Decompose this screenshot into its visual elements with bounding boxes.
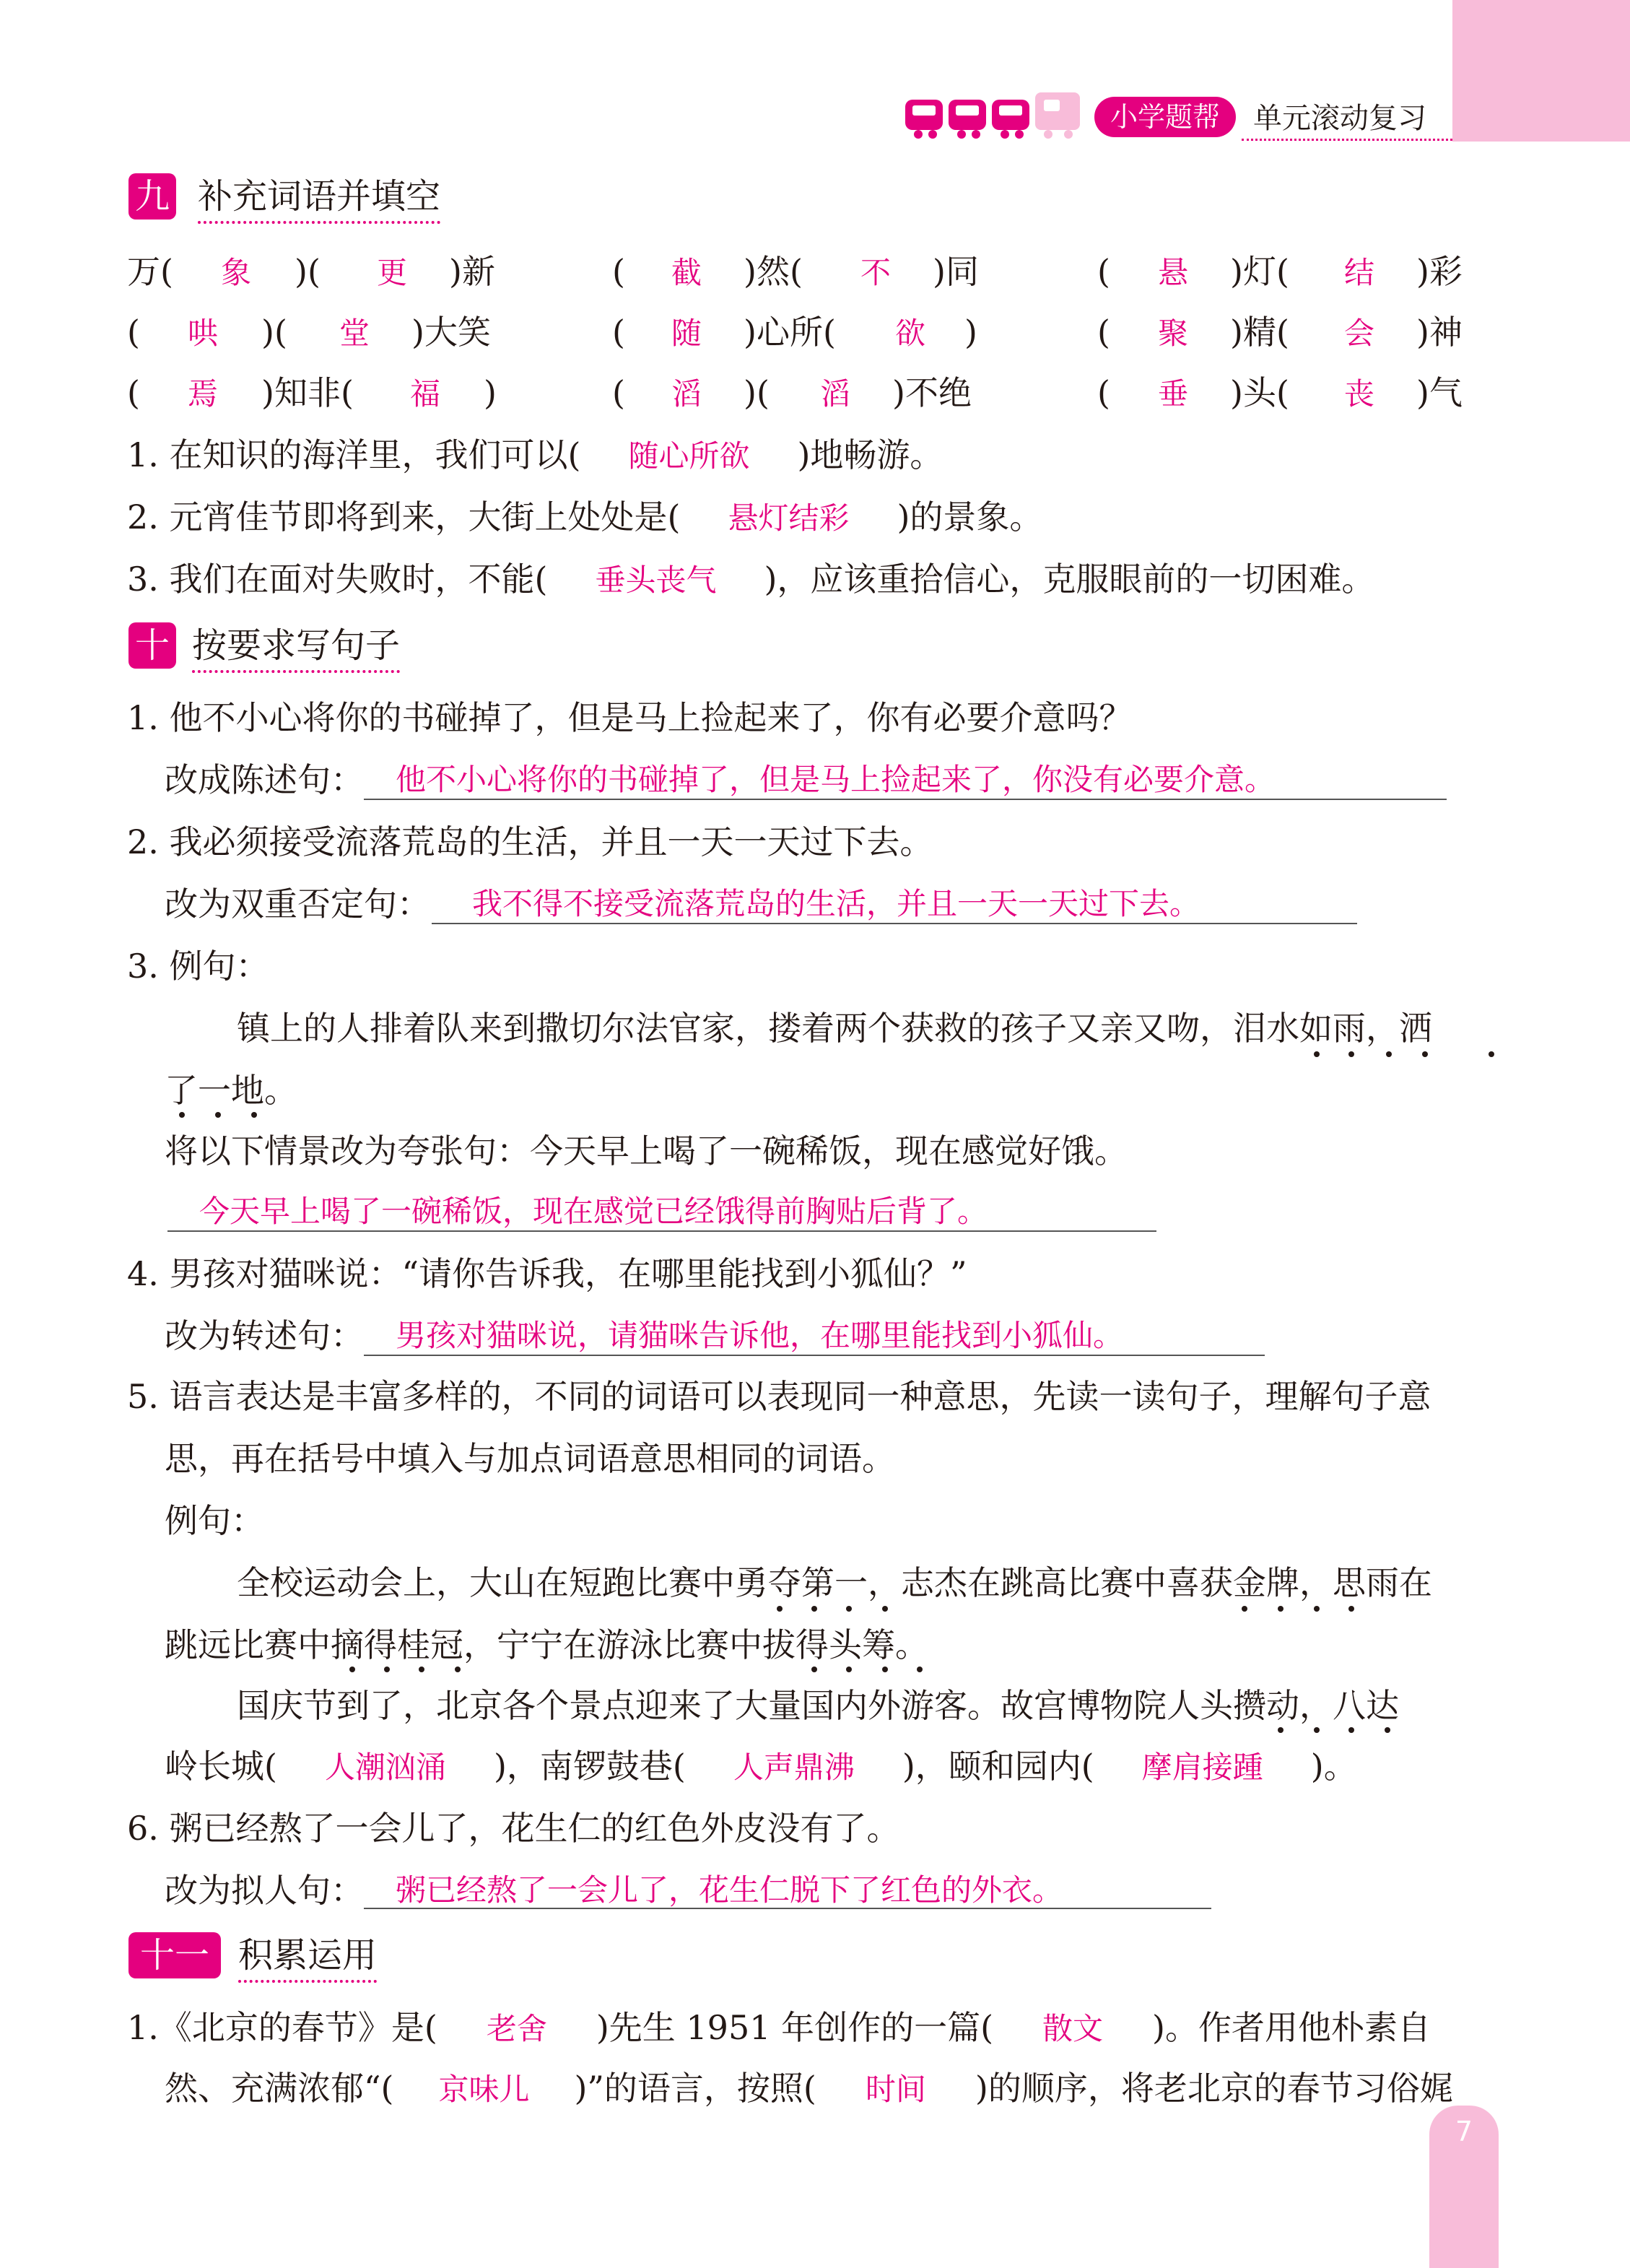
idiom-answer: 会	[1344, 316, 1375, 351]
emphasis-dot	[1348, 1051, 1354, 1057]
emphasis-dot	[846, 1667, 852, 1672]
answer: 老舍	[486, 2011, 547, 2046]
idiom-answer: 焉	[188, 376, 219, 412]
section-title-9: 补充词语并填空	[198, 173, 440, 224]
answer: 京味儿	[438, 2072, 530, 2107]
idiom-answer: 丧	[1344, 376, 1375, 412]
idiom-item: )气	[1416, 373, 1463, 412]
idiom-item: )不绝	[892, 373, 972, 412]
emphasis-dot	[419, 1667, 424, 1672]
idiom-answer: 欲	[895, 316, 926, 351]
section-title-11: 积累运用	[238, 1932, 377, 1983]
idiom-item: )新	[449, 252, 495, 291]
sec10-q5-p2: 岭长城( 人潮汹涌 )，南锣鼓巷( 人声鼎沸 )，颐和园内( 摩肩接踵 )。	[165, 1745, 1357, 1789]
emphasis-dot	[1314, 1051, 1320, 1057]
idiom-grid	[127, 250, 1499, 412]
idiom-item: )彩	[1416, 252, 1463, 291]
page-number: 7	[1429, 2106, 1499, 2268]
idiom-item: (	[1097, 373, 1110, 412]
sec10-q1-answer: 他不小心将你的书碰掉了，但是马上捡起来了，你没有必要介意。	[396, 762, 1276, 797]
emphasis-dot	[917, 1667, 923, 1672]
idiom-answer: 更	[377, 255, 408, 290]
idiom-answer: 结	[1344, 255, 1375, 290]
sec10-q6-label: 改为拟人句：	[165, 1871, 364, 1910]
sec11-line1: 1.《北京的春节》是( 老舍 )先生 1951 年创作的一篇( 散文 )。作者用他朴素自	[127, 2006, 1431, 2051]
corner-tab	[1452, 0, 1630, 142]
idiom-item: )大笑	[411, 313, 491, 352]
answer: 垂头丧气	[595, 562, 717, 598]
idiom-item: )知非(	[261, 373, 354, 412]
sec10-q2-label: 改为双重否定句：	[165, 885, 430, 924]
header-rule	[1242, 139, 1452, 141]
sec10-q4-text: 4. 男孩对猫咪说：“请你告诉我，在哪里能找到小狐仙？”	[127, 1254, 967, 1293]
emphasis-dot	[349, 1667, 355, 1672]
sec10-q5-p1: 国庆节到了，北京各个景点迎来了大量国内外游客。故宫博物院人头攒动，八达	[237, 1686, 1399, 1725]
train-logo-icon	[904, 92, 1083, 140]
emphasis-dot	[251, 1112, 257, 1118]
emphasis-dot	[215, 1112, 221, 1118]
idiom-answer: 象	[221, 255, 252, 290]
sec10-q4-label: 改为转述句：	[165, 1316, 364, 1355]
idiom-item: (	[127, 373, 140, 412]
answer: 散文	[1042, 2011, 1104, 2046]
sec10-q5-ex2: 跳远比赛中摘得桂冠，宁宁在游泳比赛中拔得头筹。	[165, 1625, 928, 1664]
emphasis-dot	[777, 1606, 783, 1612]
idiom-item: )(	[744, 373, 770, 412]
idiom-item: )心所(	[744, 313, 836, 352]
sec10-q3-line1: 镇上的人排着队来到撒切尔法官家，搂着两个获救的孩子又亲又吻，泪水如雨，洒	[237, 1009, 1432, 1048]
idiom-item: )同	[933, 252, 979, 291]
emphasis-dot	[882, 1667, 888, 1672]
emphasis-dot	[1489, 1051, 1494, 1057]
idiom-item: )精(	[1230, 313, 1289, 352]
answer: 摩肩接踵	[1141, 1750, 1263, 1785]
idiom-answer: 不	[860, 255, 892, 290]
idiom-item: )头(	[1230, 373, 1289, 412]
sec10-q4-answer: 男孩对猫咪说，请猫咪告诉他，在哪里能找到小狐仙。	[396, 1318, 1124, 1353]
idiom-item: )灯(	[1230, 252, 1289, 291]
answer: 随心所欲	[628, 438, 750, 474]
sec10-q5-line1: 5. 语言表达是丰富多样的，不同的词语可以表现同一种意思，先读一读句子，理解句子意	[127, 1377, 1431, 1416]
sec9-q1: 1. 在知识的海洋里，我们可以( 随心所欲 )地畅游。	[127, 433, 943, 478]
answer: 人潮汹涌	[324, 1750, 446, 1785]
sec9-q3: 3. 我们在面对失败时，不能( 垂头丧气 )，应该重拾信心，克服眼前的一切困难。	[127, 557, 1374, 602]
answer: 时间	[865, 2072, 926, 2107]
section-number-10: 十	[128, 622, 176, 669]
idiom-item: )	[964, 313, 977, 352]
idiom-answer: 堂	[339, 316, 370, 351]
idiom-answer: 悬	[1158, 255, 1189, 290]
emphasis-dot	[846, 1606, 852, 1612]
sec10-q2-text: 2. 我必须接受流落荒岛的生活，并且一天一天过下去。	[127, 822, 933, 861]
sec10-q5-head: 例句：	[165, 1501, 264, 1540]
emphasis-dot	[1422, 1051, 1428, 1057]
answer: 人声鼎沸	[733, 1750, 855, 1785]
emphasis-dot	[384, 1667, 390, 1672]
emphasis-dot	[1278, 1606, 1283, 1612]
idiom-item: (	[612, 252, 625, 291]
sec9-q2: 2. 元宵佳节即将到来，大街上处处是( 悬灯结彩 )的景象。	[127, 495, 1042, 540]
idiom-answer: 滔	[671, 376, 702, 412]
idiom-item: (	[1097, 313, 1110, 352]
sec10-q3-head: 3. 例句：	[127, 947, 269, 986]
emphasis-dot	[1348, 1606, 1354, 1612]
sec10-q6-answer: 粥已经熬了一会儿了，花生仁脱下了红色的外衣。	[396, 1872, 1063, 1908]
brand-badge: 小学题帮	[1094, 97, 1236, 137]
idiom-answer: 随	[671, 316, 702, 351]
idiom-item: )	[484, 373, 497, 412]
sec10-q1-text: 1. 他不小心将你的书碰掉了，但是马上捡起来了，你有必要介意吗？	[127, 698, 1133, 737]
answer: 悬灯结彩	[728, 500, 850, 536]
emphasis-dot	[455, 1667, 461, 1672]
sec10-q3-answer: 今天早上喝了一碗稀饭，现在感觉已经饿得前胸贴后背了。	[199, 1194, 988, 1229]
idiom-answer: 福	[410, 376, 441, 412]
section-number-9: 九	[128, 173, 176, 220]
emphasis-dot	[1314, 1727, 1320, 1733]
idiom-item: (	[127, 313, 140, 352]
idiom-item: )(	[261, 313, 287, 352]
idiom-item: (	[612, 313, 625, 352]
sec10-q3-line2: 了一地。	[165, 1071, 297, 1110]
idiom-answer: 截	[671, 255, 702, 290]
idiom-answer: 哄	[188, 316, 219, 351]
sec11-line2: 然、充满浓郁“( 京味儿 )”的语言，按照( 时间 )的顺序，将老北京的春节习俗娓	[165, 2067, 1453, 2111]
idiom-answer: 滔	[820, 376, 851, 412]
emphasis-dot	[1386, 1051, 1392, 1057]
idiom-item: )(	[295, 252, 321, 291]
section-title-10: 按要求写句子	[192, 622, 400, 673]
emphasis-dot	[882, 1606, 888, 1612]
idiom-item: )神	[1416, 313, 1463, 352]
section-number-11: 十一	[128, 1932, 221, 1978]
emphasis-dot	[811, 1667, 817, 1672]
emphasis-dot	[1348, 1727, 1354, 1733]
header-subtitle: 单元滚动复习	[1253, 102, 1426, 135]
idiom-item: (	[612, 373, 625, 412]
emphasis-dot	[1314, 1606, 1320, 1612]
sec10-q6-text: 6. 粥已经熬了一会儿了，花生仁的红色外皮没有了。	[127, 1809, 900, 1848]
sec10-q2-answer: 我不得不接受流落荒岛的生活，并且一天一天过下去。	[472, 886, 1200, 921]
sec10-q3-task: 将以下情景改为夸张句：今天早上喝了一碗稀饭，现在感觉好饿。	[165, 1131, 1128, 1170]
sec10-q5-ex1: 全校运动会上，大山在短跑比赛中勇夺第一，志杰在跳高比赛中喜获金牌，思雨在	[237, 1563, 1432, 1602]
idiom-item: 万(	[127, 252, 173, 291]
emphasis-dot	[1385, 1727, 1390, 1733]
idiom-item: )然(	[744, 252, 803, 291]
idiom-answer: 聚	[1158, 316, 1189, 351]
sec10-q1-label: 改成陈述句：	[165, 760, 364, 799]
idiom-answer: 垂	[1158, 376, 1189, 412]
emphasis-dot	[1278, 1727, 1283, 1733]
emphasis-dot	[1242, 1606, 1247, 1612]
emphasis-dot	[179, 1112, 185, 1118]
emphasis-dot	[811, 1606, 817, 1612]
sec10-q5-line2: 思，再在括号中填入与加点词语意思相同的词语。	[165, 1439, 895, 1478]
idiom-item: (	[1097, 252, 1110, 291]
